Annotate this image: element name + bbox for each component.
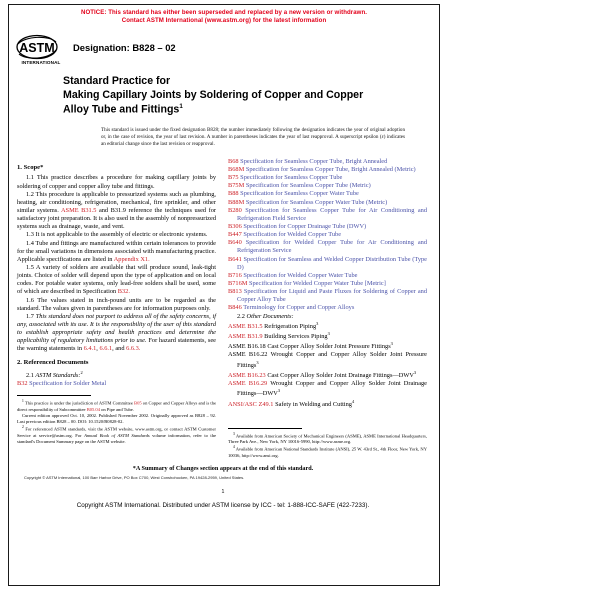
title-footnote-marker: 1: [179, 103, 183, 111]
ref-id[interactable]: B447: [228, 231, 242, 239]
para-num: 1.2: [26, 190, 34, 198]
paragraph-1-7: 1.7 This standard does not purport to address all of the safety concerns, if any, associated with its use. It is the responsibility of the user of this standard to establish appropriate safety and health practices and determine the applicability of regulatory limitations prior to use. For hazard statements, see the warning statements in 6.4.1, 6.6.1, and 6.6.3.: [17, 312, 216, 353]
ref-footnote-marker: 3: [327, 330, 330, 336]
para-num: 1.6: [26, 296, 34, 304]
ref-title[interactable]: Specification for Seamless and Welded Copper Distribution Tube (Type D): [237, 255, 427, 271]
ref-id[interactable]: B88: [228, 190, 239, 198]
scope-heading: 1. Scope*: [17, 163, 44, 171]
para-num: 1.3: [26, 231, 34, 239]
page-number: 1: [221, 488, 225, 495]
other-document-item: [228, 380, 427, 398]
astm-logo: [15, 33, 67, 65]
ref-link-b32[interactable]: B32.: [117, 288, 130, 296]
ref-title[interactable]: Specification for Seamless Copper Tube: [240, 174, 343, 182]
ref-link-appendix-x1[interactable]: Appendix X1.: [113, 255, 150, 263]
reference-item: [228, 239, 427, 255]
astm-logo-wordmark: INTERNATIONAL: [21, 60, 61, 66]
reference-item: [228, 199, 427, 207]
footnote-3-text: Available from American Society of Mechanical Engineers (ASME), ASME International Headquarters, Three Park Ave., New York, NY 10016-5990, http://www.asme.org.: [228, 433, 427, 445]
ref-id[interactable]: B716M: [228, 280, 248, 288]
reference-item: [228, 166, 427, 174]
ref-title[interactable]: Specification for Welded Copper Water Tube [Metric]: [248, 280, 386, 288]
ref-id: ASME B16.22: [228, 351, 268, 359]
para-text: The values stated in inch-pound units are to be regarded as the standard. The values given in parentheses are for information purposes only.: [17, 296, 216, 312]
ref-footnote-marker: 3: [316, 320, 319, 326]
ref-title[interactable]: Specification for Seamless Copper Tube, Bright Annealed: [240, 157, 388, 165]
ref-footnote-marker: 3: [390, 341, 393, 347]
superseded-notice: [9, 5, 439, 25]
footnote-1: $^1$ This practice is under the jurisdiction of ASTM Committee B05 on Copper and Copper Alloys and is the direct responsibility of Subcommittee B05.04 on Pipe and Tube.: [17, 399, 216, 412]
other-document-item: [228, 321, 427, 331]
right-footnotes: [228, 432, 427, 459]
ref-id[interactable]: B75M: [228, 182, 245, 190]
ref-id[interactable]: B641: [228, 255, 242, 263]
astm-standards-footnote-marker: 2: [80, 369, 83, 375]
ref-title: Wrought Copper and Copper Alloy Solder Joint Drainage Fittings—DWV: [237, 380, 427, 398]
ref-footnote-marker: 3: [256, 359, 259, 365]
footnote-rule-right: [228, 428, 302, 429]
notice-line-2: Contact ASTM International (www.astm.org) for the latest information: [121, 17, 327, 25]
ref-title: Cast Copper Alloy Solder Joint Drainage Fittings—DWV: [267, 371, 414, 379]
body-columns: [9, 148, 439, 459]
reference-item: [228, 304, 427, 312]
ref-id[interactable]: B75: [228, 174, 239, 182]
footnote-link-b05[interactable]: B05: [134, 400, 142, 406]
ref-footnote-marker: 3: [413, 369, 417, 375]
ref-id[interactable]: B68M: [228, 166, 245, 174]
ref-id[interactable]: B32: [17, 380, 28, 388]
ref-title[interactable]: Specification for Seamless Copper Tube (Metric): [245, 182, 371, 190]
reference-item: [228, 190, 427, 198]
footnote-3-marker: 3: [233, 431, 235, 436]
copyright-notice: Copyright © ASTM International, 100 Barr Harbor Drive, PO Box C700, West Conshohocken, PA 19428-2959, United States.: [24, 474, 245, 480]
paragraph-1-2: 1.2 This procedure is applicable to pressurized systems such as plumbing, heating, air conditioning, refrigeration, mechanical, fire sprinkler, and other similar systems. ASME B31.5 and B31.9 reference the techniques used for satisfactory joint preparation. It is also used in the assembly of nonpressurized systems such as drainage, waste, and vent.: [17, 190, 216, 231]
ref-id[interactable]: ANSI/ASC Z49.1: [228, 400, 274, 408]
astm-logo-icon: [15, 34, 59, 60]
ref-title[interactable]: Specification for Liquid and Paste Fluxes for Soldering of Copper and Copper Alloy Tube: [237, 288, 427, 304]
ref-id[interactable]: B640: [228, 239, 242, 247]
left-column: [17, 158, 216, 459]
ref-link-663[interactable]: 6.6.3.: [126, 345, 141, 353]
ref-title[interactable]: Terminology for Copper and Copper Alloys: [243, 304, 355, 312]
ref-id[interactable]: B68: [228, 157, 239, 165]
ref-link-asme-b315[interactable]: ASME B31.5: [60, 206, 97, 214]
para-num: 1.1: [26, 174, 34, 182]
ref-title: Safety in Welding and Cutting: [275, 400, 352, 408]
para-text: This practice describes a procedure for making capillary joints by soldering of copper and copper alloy tube and fittings.: [17, 174, 216, 190]
svg-text:ASTM: ASTM: [19, 41, 55, 56]
ref-id[interactable]: ASME B31.9: [228, 333, 263, 341]
paragraph-1-6: [17, 297, 216, 313]
ref-title[interactable]: Specification for Welded Copper Tube: [243, 231, 342, 239]
reference-item: [228, 174, 427, 182]
ref-id[interactable]: B88M: [228, 198, 245, 206]
other-document-item: [228, 331, 427, 341]
paragraph-1-5: 1.5 A variety of solders are available that will produce sound, leak-tight joints. Choice of solder will depend upon the type of application and on local codes. For potable water systems, only lead-free solders shall be used, some of which are described in Specification B32.: [17, 263, 216, 296]
ref-title: Refrigeration Piping: [264, 322, 317, 330]
title-line-1: Standard Practice for: [63, 75, 171, 88]
ref-title[interactable]: Specification for Welded Copper Water Tube: [243, 271, 358, 279]
ref-id[interactable]: B813: [228, 288, 242, 296]
standard-preamble: This standard is issued under the fixed designation B828; the number immediately following the designation indicates the year of original adoption or, in the case of revision, the year of last revision. A number in parentheses indicates the year of last reapproval. A superscript epsilon (ε) indicates an editorial change since the last revision or reapproval.: [101, 126, 405, 147]
footnote-rule-left: [17, 395, 91, 396]
document-header: [9, 25, 439, 67]
reference-item: [228, 231, 427, 239]
other-document-item: [228, 399, 427, 409]
other-document-item: [228, 341, 427, 351]
ref-id: ASME B16.18: [228, 343, 266, 351]
ref-link-641[interactable]: 6.4.1: [83, 345, 97, 353]
ref-link-661[interactable]: 6.6.1: [99, 345, 113, 353]
subhead-title: ASTM Standards:: [35, 372, 81, 380]
summary-of-changes-note: *A Summary of Changes section appears at the end of this standard.: [132, 464, 314, 472]
ref-title: Cast Copper Alloy Solder Joint Pressure Fittings: [267, 343, 391, 351]
ref-title[interactable]: Specification for Solder Metal: [29, 380, 107, 388]
other-document-item: [228, 351, 427, 369]
subhead-num: 2.1: [26, 372, 34, 380]
footnote-link-b0504[interactable]: B05.04: [86, 406, 100, 412]
paragraph-1-3: [17, 231, 216, 239]
reference-item: [228, 280, 427, 288]
para-num: 1.7: [26, 312, 34, 320]
distribution-notice: Copyright ASTM International. Distributed under ASTM license by ICC - tel: 1-888-ICC-SAFE (422-7233).: [76, 501, 370, 509]
title-line-3: [63, 103, 405, 118]
footnote-2-marker: 2: [22, 425, 24, 430]
paragraph-1-4: 1.4 Tube and fittings are manufactured within certain tolerances to provide for the small variations in dimensions associated with manufacturing practice. Applicable specifications are listed in Appendix X1.: [17, 239, 216, 263]
page-footer: [9, 465, 439, 509]
page-sheet: [8, 4, 440, 586]
ref-title[interactable]: Specification for Seamless Copper Tube, Bright Annealed (Metric): [245, 166, 416, 174]
para-num: 1.4: [26, 239, 34, 247]
ref-title[interactable]: Specification for Seamless Copper Tube for Air Conditioning and Refrigeration Field Service: [237, 206, 427, 222]
footnote-3: [228, 432, 427, 446]
footnote-2: $^2$ For referenced ASTM standards, visit the ASTM website, www.astm.org, or contact ASTM Customer Service at service@astm.org. For Annual Book of ASTM Standards volume information, refer to the standard's Document Summary page on the ASTM website.: [17, 425, 216, 444]
ref-id[interactable]: B846: [228, 304, 242, 312]
other-documents-subheading: [228, 313, 427, 321]
left-footnotes: [17, 399, 216, 444]
ref-id[interactable]: B280: [228, 206, 242, 214]
reference-item: [228, 158, 427, 166]
reference-item: [228, 182, 427, 190]
ref-title[interactable]: Specification for Welded Copper Tube for Air Conditioning and Refrigeration Service: [237, 239, 427, 255]
para-text: It is not applicable to the assembly of electric or electronic systems.: [35, 231, 208, 239]
footnote-edition: Current edition approved Oct. 10, 2002. Published November 2002. Originally approved as B828 – 92. Last previous edition B828 – 00. DOI: 10.1520/B0828-02.: [17, 412, 216, 424]
subhead-num: 2.2: [237, 312, 245, 320]
right-column: [225, 158, 427, 459]
paragraph-1-1: [17, 174, 216, 190]
ref-footnote-marker: 3: [277, 388, 281, 394]
astm-standards-subheading: [17, 370, 216, 380]
title-block: [9, 67, 439, 117]
designation-label: Designation: B828 – 02: [73, 42, 176, 54]
subhead-title: Other Documents:: [246, 312, 294, 320]
ref-title[interactable]: Specification for Copper Drainage Tube (DWV): [243, 223, 367, 231]
ref-id[interactable]: B716: [228, 271, 242, 279]
title-line-3-text: Alloy Tube and Fittings: [63, 103, 180, 116]
ref-title[interactable]: Specification for Seamless Copper Water Tube: [240, 190, 359, 198]
footnote-1-marker: 1: [22, 399, 24, 404]
para-num: 1.5: [26, 263, 34, 271]
reference-item: [228, 223, 427, 231]
reference-item: [228, 207, 427, 223]
ref-footnote-marker: 4: [351, 398, 355, 404]
referenced-documents-heading: 2. Referenced Documents: [17, 359, 89, 367]
reference-item: [228, 272, 427, 280]
other-document-item: [228, 370, 427, 380]
ref-id[interactable]: B306: [228, 223, 242, 231]
ref-title: Building Services Piping: [264, 333, 328, 341]
ref-id[interactable]: ASME B16.23: [228, 371, 266, 379]
footnote-4-text: Available from American National Standards Institute (ANSI), 25 W. 43rd St., 4th Floor, New York, NY 10036, http://www.ansi.org.: [228, 446, 428, 458]
footnote-4-marker: 4: [233, 445, 235, 450]
reference-item: [228, 256, 427, 272]
reference-item-b32: [17, 380, 216, 388]
title-line-2: Making Capillary Joints by Soldering of Copper and Copper: [63, 89, 364, 102]
ref-id[interactable]: ASME B16.29: [228, 380, 268, 388]
ref-id[interactable]: ASME B31.5: [228, 322, 263, 330]
ref-title[interactable]: Specification for Seamless Copper Water Tube (Metric): [245, 198, 388, 206]
notice-line-1: NOTICE: This standard has either been superseded and replaced by a new version or withdrawn.: [81, 9, 367, 16]
footnote-4: [228, 445, 427, 459]
reference-item: [228, 288, 427, 304]
ref-title: Wrought Copper and Copper Alloy Solder Joint Pressure Fittings: [237, 351, 427, 369]
